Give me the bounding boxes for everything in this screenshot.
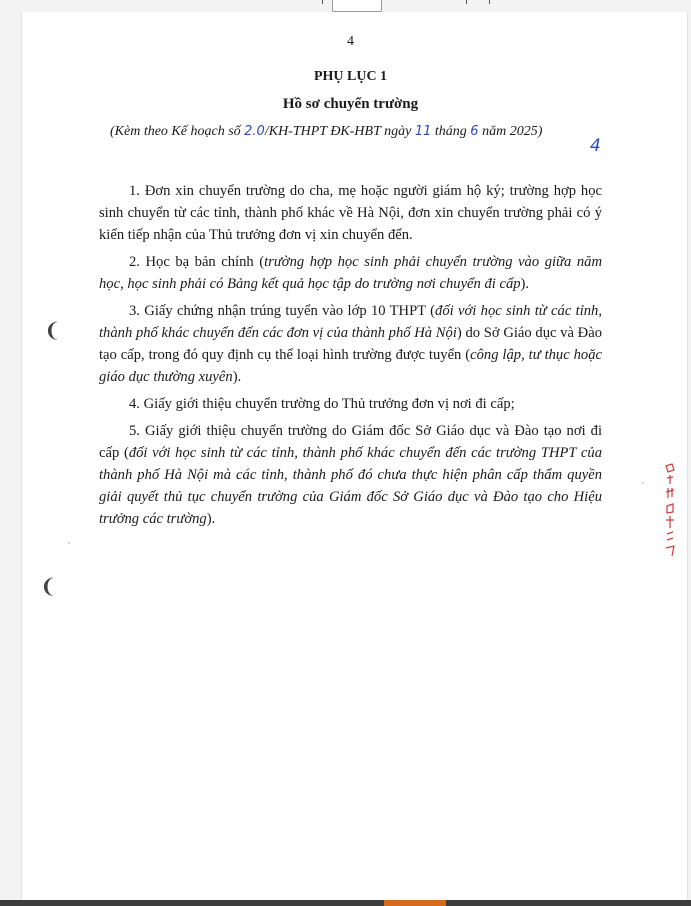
item-text: 4. Giấy giới thiệu chuyển trường do Thủ trưởng đơn vị nơi đi cấp; [129, 396, 515, 412]
item-text: 5. Giấy giới thiệu chuyển trường do Giám đốc Sở Giáo dục và Đào tạo nơi đi cấp ( [99, 423, 602, 461]
italic-text: trường hợp học sinh phải chuyển trường vào giữa năm học, học sinh phải có Bảng kết quả học tập do trường nơi chuyển đi cấp [99, 254, 602, 292]
handwritten-day: 11 [414, 124, 432, 139]
scroll-indicator[interactable] [384, 900, 446, 906]
appendix-subtitle: Hồ sơ chuyển trường [282, 96, 419, 112]
toolbar-tick [466, 0, 467, 4]
red-stamp-icon [662, 460, 678, 560]
list-item [99, 251, 602, 295]
binder-ring-icon: ❨ [40, 574, 57, 598]
toolbar-tick [322, 0, 323, 4]
handwritten-mark: 4 [590, 136, 601, 156]
toolbar-tick [489, 0, 490, 4]
item-text: 1. Đơn xin chuyển trường do cha, mẹ hoặc người giám hộ ký; trường hợp học sinh chuyển từ các tỉnh, thành phố khác về Hà Nội, đơn xin chuyển trường phải có ý kiến tiếp nhận của Thủ trưởng đơn vị xin chuyển đến. [99, 183, 602, 243]
item-text: ). [520, 276, 530, 292]
list-item [99, 393, 602, 415]
attachment-suffix: năm 2025) [478, 124, 543, 139]
italic-text: công lập, tư thục hoặc giáo dục thường xuyên [99, 347, 602, 385]
italic-text: đối với học sinh từ các tỉnh, thành phố khác chuyển đến các đơn vị của thành phố Hà Nội [99, 303, 602, 341]
list-item [99, 300, 602, 388]
binder-ring-icon: ❨ [44, 318, 61, 342]
attachment-mid2: tháng [431, 124, 471, 139]
viewer-bottom-bar [0, 900, 691, 906]
list-item [99, 420, 602, 530]
list-item [99, 180, 602, 246]
item-text: ). [206, 511, 216, 527]
item-text: ) do Sở Giáo dục và Đào tạo cấp, trong đó quy định cụ thể loại hình trường được tuyển ( [99, 325, 602, 363]
page-number-box[interactable] [332, 0, 382, 12]
appendix-title: PHỤ LỤC 1 [313, 69, 388, 84]
page-number: 4 [347, 34, 354, 49]
italic-text: đối với học sinh từ các tỉnh, thành phố khác chuyển đến các trường THPT của thành phố Hà Nội mà các tỉnh, thành phố đó chưa thực hiện phân cấp thẩm quyền giải quyết thủ tục chuyển trường của Giám đốc Sở Giáo dục và Đào tạo cho Hiệu trưởng các trường [99, 445, 603, 527]
scan-speck [68, 542, 70, 544]
item-text: 3. Giấy chứng nhận trúng tuyển vào lớp 10 THPT ( [129, 303, 436, 319]
document-page [22, 12, 687, 900]
document-body [99, 180, 602, 535]
viewer-top-strip [0, 0, 691, 12]
item-text: 2. Học bạ bản chính ( [129, 254, 265, 270]
handwritten-month: 6 [470, 124, 479, 139]
scan-speck [642, 482, 644, 484]
attachment-mid1: /KH-THPT ĐK-HBT ngày [264, 124, 415, 139]
attachment-note [110, 124, 630, 140]
handwritten-plan-number: 2.0 [244, 124, 265, 139]
item-text: ). [232, 369, 242, 385]
attachment-prefix: (Kèm theo Kế hoạch số [110, 124, 245, 139]
